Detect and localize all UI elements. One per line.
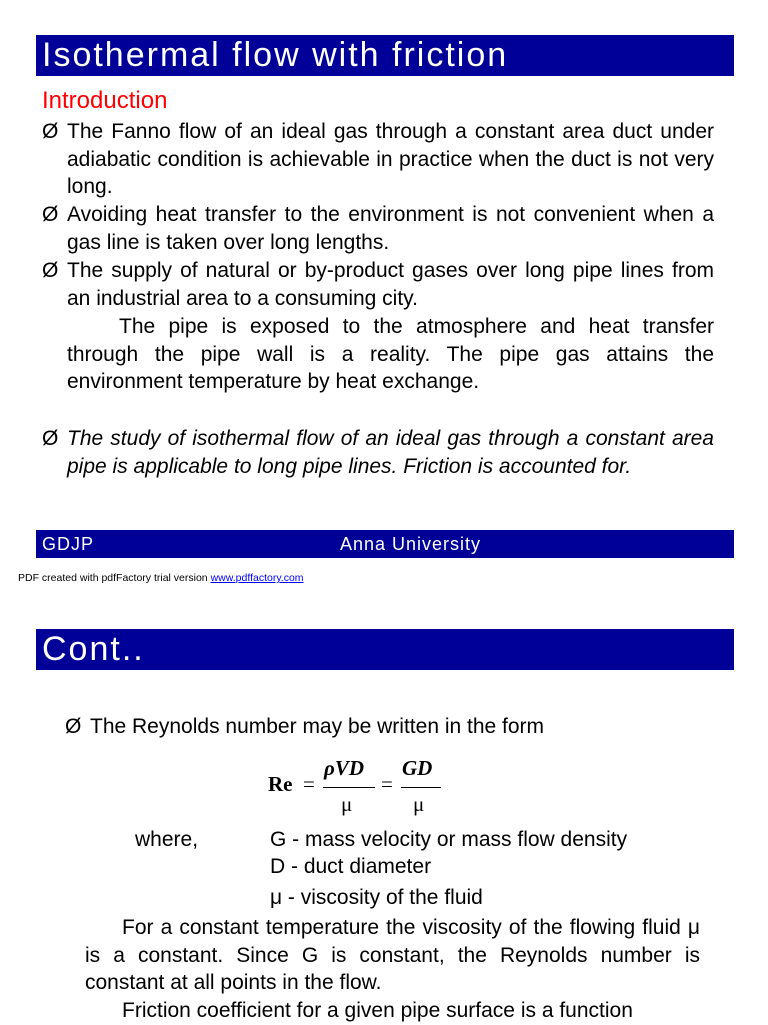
bullet-icon: Ø <box>42 427 59 450</box>
formula-equals: = <box>381 772 393 796</box>
definition: D - duct diameter <box>270 855 432 878</box>
formula-denominator: μ <box>413 792 425 816</box>
pdf-note-text: PDF created with pdfFactory trial version <box>18 572 208 584</box>
reynolds-formula <box>268 756 448 818</box>
formula-numerator: ρVD <box>324 756 364 780</box>
footer-institution: Anna University <box>340 534 482 554</box>
paragraph: Friction coefficient for a given pipe surface is a function <box>122 999 633 1022</box>
bullet-icon: Ø <box>42 259 59 282</box>
continuation-paragraph: The pipe is exposed to the atmosphere and heat transfer through the pipe wall is a reality. The pipe gas attains the environment temperature by heat exchange. <box>67 315 714 393</box>
formula-equals: = <box>303 772 315 796</box>
bullet-text: Avoiding heat transfer to the environment is not convenient when a gas line is taken over long lengths. <box>67 203 714 254</box>
footer-author: GDJP <box>42 534 95 554</box>
slide-footer <box>36 530 734 558</box>
bullet-icon: Ø <box>42 203 59 226</box>
definition: μ - viscosity of the fluid <box>270 886 483 909</box>
definition: G - mass velocity or mass flow density <box>270 828 628 851</box>
section-heading: Introduction <box>42 87 168 114</box>
paragraph: For a constant temperature the viscosity of the flowing fluid μ is a constant. Since G is constant, the Reynolds number is constant at all points in the flow. <box>85 916 700 994</box>
formula-lhs: Re <box>268 772 293 796</box>
pdf-note-link[interactable]: www.pdffactory.com <box>210 572 304 584</box>
fraction-bar <box>323 787 375 788</box>
formula-denominator: μ <box>341 792 353 816</box>
bullet-text: The supply of natural or by-product gases over long pipe lines from an industrial area to a consuming city. <box>67 259 714 310</box>
bullet-text: The Fanno flow of an ideal gas through a constant area duct under adiabatic condition is achievable in practice when the duct is not very long. <box>67 120 714 198</box>
bullet-icon: Ø <box>42 120 59 143</box>
slide-title: Isothermal flow with friction <box>36 35 734 76</box>
italic-bullet-text: The study of isothermal flow of an ideal gas through a constant area pipe is applicable to long pipe lines. Friction is accounted for. <box>67 427 714 478</box>
slide-title: Cont.. <box>36 629 734 670</box>
bullet-icon: Ø <box>65 715 82 738</box>
pdf-note <box>18 571 304 585</box>
where-label: where, <box>135 828 199 851</box>
intro-text: The Reynolds number may be written in the form <box>90 715 545 738</box>
fraction-bar <box>401 787 441 788</box>
formula-numerator: GD <box>402 756 433 780</box>
